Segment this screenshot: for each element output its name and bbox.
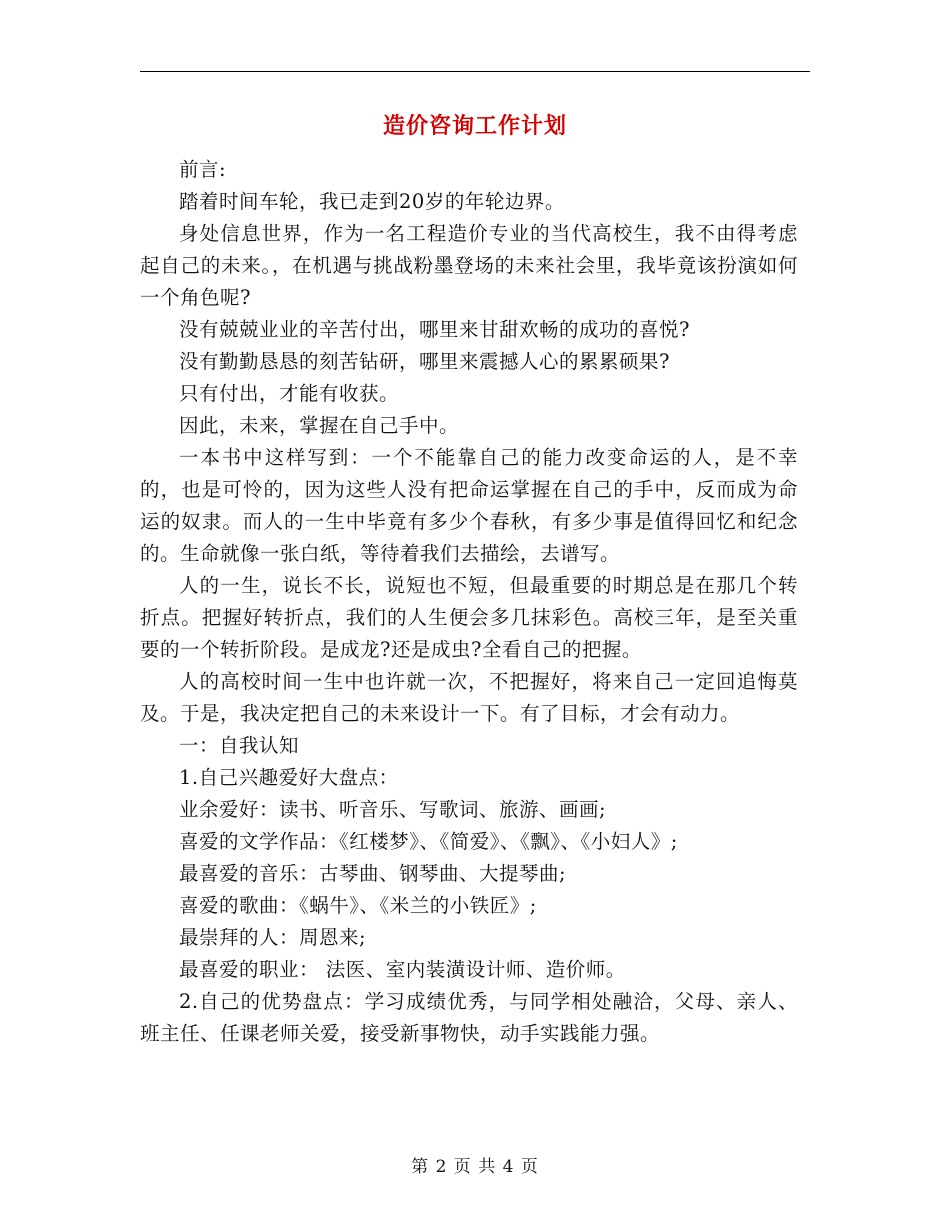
header-rule <box>140 71 810 72</box>
paragraph-preface: 前言: <box>179 158 227 181</box>
document-title: 造价咨询工作计划 <box>382 113 567 139</box>
paragraph: 人的一生，说长不长，说短也不短，但最重要的时期总是在那几个转折点。把握好转折点，我们的人生便会多几抹彩色。高校三年，是至关重要的一个转折阶段。是成龙?还是成虫?全看自己的把握。 <box>140 574 798 661</box>
list-item: 喜爱的歌曲：《蜗牛》、《米兰的小铁匠》; <box>179 894 537 917</box>
paragraph: 只有付出，才能有收获。 <box>179 382 400 405</box>
list-item: 喜爱的文学作品：《红楼梦》、《简爱》、《飘》、《小妇人》; <box>179 830 678 853</box>
paragraph: 没有兢兢业业的辛苦付出，哪里来甘甜欢畅的成功的喜悦? <box>179 318 690 341</box>
document-body <box>140 154 798 1050</box>
list-item: 业余爱好：读书、听音乐、写歌词、旅游、画画; <box>179 798 607 821</box>
list-item: 最崇拜的人：周恩来; <box>179 926 367 949</box>
subsection-heading: 1.自己兴趣爱好大盘点： <box>179 766 399 789</box>
paragraph: 一本书中这样写到：一个不能靠自己的能力改变命运的人，是不幸的，也是可怜的，因为这些人没有把命运掌握在自己的手中，反而成为命运的奴隶。而人的一生中毕竟有多少个春秋，有多少事是值得回忆和纪念的。生命就像一张白纸，等待着我们去描绘，去谱写。 <box>140 446 798 565</box>
paragraph: 因此，未来，掌握在自己手中。 <box>179 414 460 437</box>
list-item: 最喜爱的音乐：古琴曲、钢琴曲、大提琴曲; <box>179 862 567 885</box>
paragraph: 人的高校时间一生中也许就一次，不把握好，将来自己一定回追悔莫及。于是，我决定把自己的未来设计一下。有了目标，才会有动力。 <box>140 670 798 725</box>
paragraph: 2.自己的优势盘点：学习成绩优秀，与同学相处融洽，父母、亲人、班主任、任课老师关爱，接受新事物快，动手实践能力强。 <box>140 990 798 1045</box>
paragraph: 没有勤勤恳恳的刻苦钻研，哪里来震撼人心的累累硕果? <box>179 350 670 373</box>
list-item: 最喜爱的职业： 法医、室内装潢设计师、造价师。 <box>179 958 626 981</box>
section-heading: 一：自我认知 <box>179 734 300 757</box>
paragraph: 身处信息世界，作为一名工程造价专业的当代高校生，我不由得考虑起自己的未来。，在机遇与挑战粉墨登场的未来社会里，我毕竟该扮演如何一个角色呢? <box>140 222 798 309</box>
paragraph: 踏着时间车轮，我已走到20岁的年轮边界。 <box>179 190 565 213</box>
page-number: 第 2 页 共 4 页 <box>411 1157 539 1177</box>
